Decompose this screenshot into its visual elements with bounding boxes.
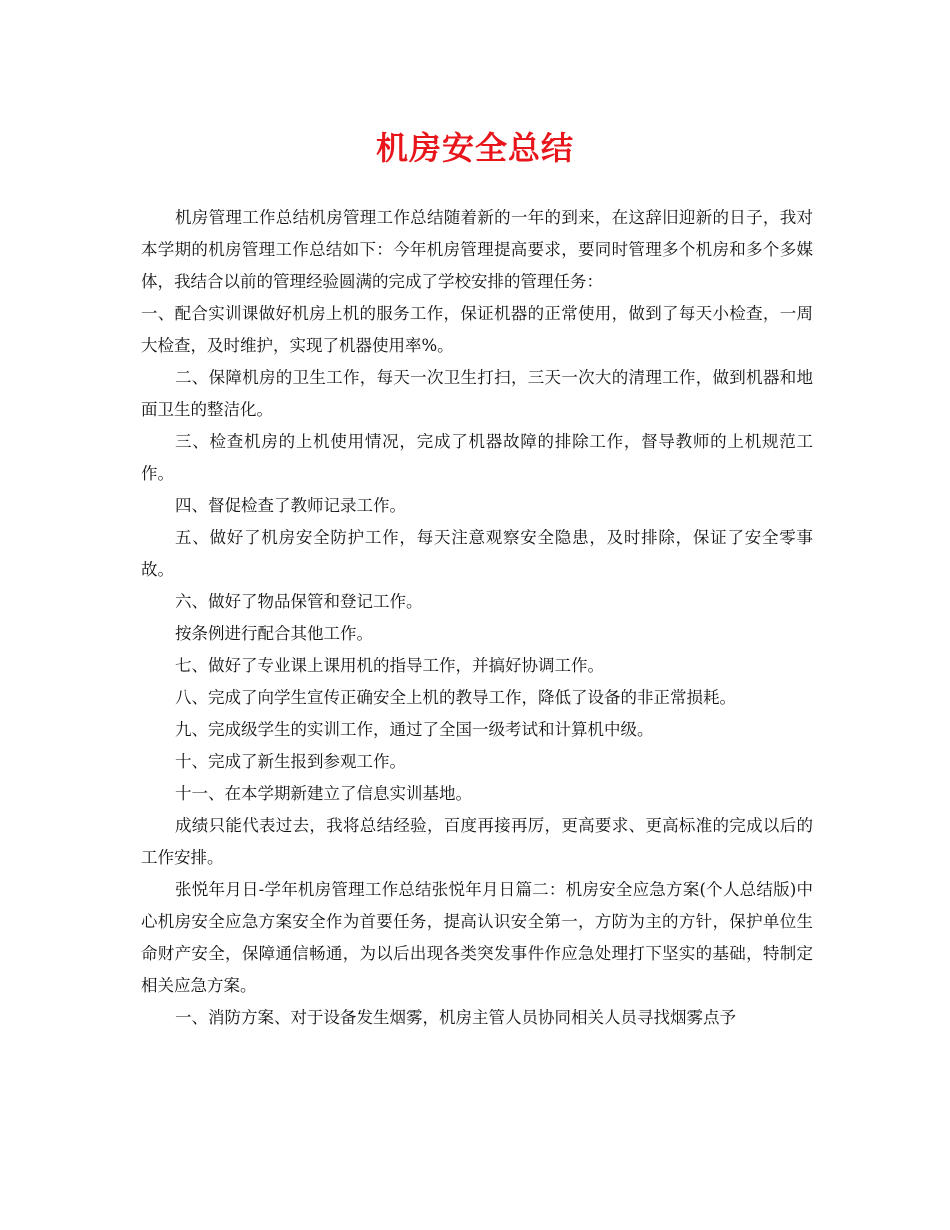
paragraph-item-3: 三、检查机房的上机使用情况，完成了机器故障的排除工作，督导教师的上机规范工作。	[141, 432, 813, 483]
paragraph-item-1: 一、配合实训课做好机房上机的服务工作，保证机器的正常使用，做到了每天小检查，一周大检查，及时维护，实现了机器使用率%。	[141, 304, 813, 355]
paragraph-item-11: 十一、在本学期新建立了信息实训基地。	[175, 784, 472, 803]
document-body	[141, 202, 813, 1034]
paragraph-item-9: 九、完成级学生的实训工作，通过了全国一级考试和计算机中级。	[175, 720, 654, 739]
paragraph-intro: 机房管理工作总结机房管理工作总结随着新的一年的到来，在这辞旧迎新的日子，我对本学期的机房管理工作总结如下：今年机房管理提高要求，要同时管理多个机房和多个多媒体，我结合以前的管理经验圆满的完成了学校安排的管理任务：	[141, 208, 813, 291]
paragraph-item-4: 四、督促检查了教师记录工作。	[175, 496, 406, 515]
paragraph-conclusion: 成绩只能代表过去，我将总结经验，百度再接再厉，更高要求、更高标准的完成以后的工作安排。	[141, 816, 813, 867]
document-title: 机房安全总结	[375, 129, 574, 167]
paragraph-emergency-plan: 张悦年月日-学年机房管理工作总结张悦年月日篇二：机房安全应急方案(个人总结版)中心机房安全应急方案安全作为首要任务，提高认识安全第一，方防为主的方针，保护单位生命财产安全，保障通信畅通，为以后出现各类突发事件作应急处理打下坚实的基础，特制定相关应急方案。	[141, 880, 813, 995]
paragraph-item-5: 五、做好了机房安全防护工作，每天注意观察安全隐患，及时排除，保证了安全零事故。	[141, 528, 813, 579]
paragraph-other-work: 按条例进行配合其他工作。	[175, 624, 373, 643]
paragraph-item-8: 八、完成了向学生宣传正确安全上机的教导工作，降低了设备的非正常损耗。	[175, 688, 736, 707]
paragraph-item-10: 十、完成了新生报到参观工作。	[175, 752, 406, 771]
paragraph-item-7: 七、做好了专业课上课用机的指导工作，并搞好协调工作。	[175, 656, 604, 675]
paragraph-item-2: 二、保障机房的卫生工作，每天一次卫生打扫，三天一次大的清理工作，做到机器和地面卫生的整洁化。	[141, 368, 813, 419]
paragraph-item-6: 六、做好了物品保管和登记工作。	[175, 592, 423, 611]
paragraph-fire-plan: 一、消防方案、对于设备发生烟雾，机房主管人员协同相关人员寻找烟雾点予	[175, 1008, 736, 1027]
